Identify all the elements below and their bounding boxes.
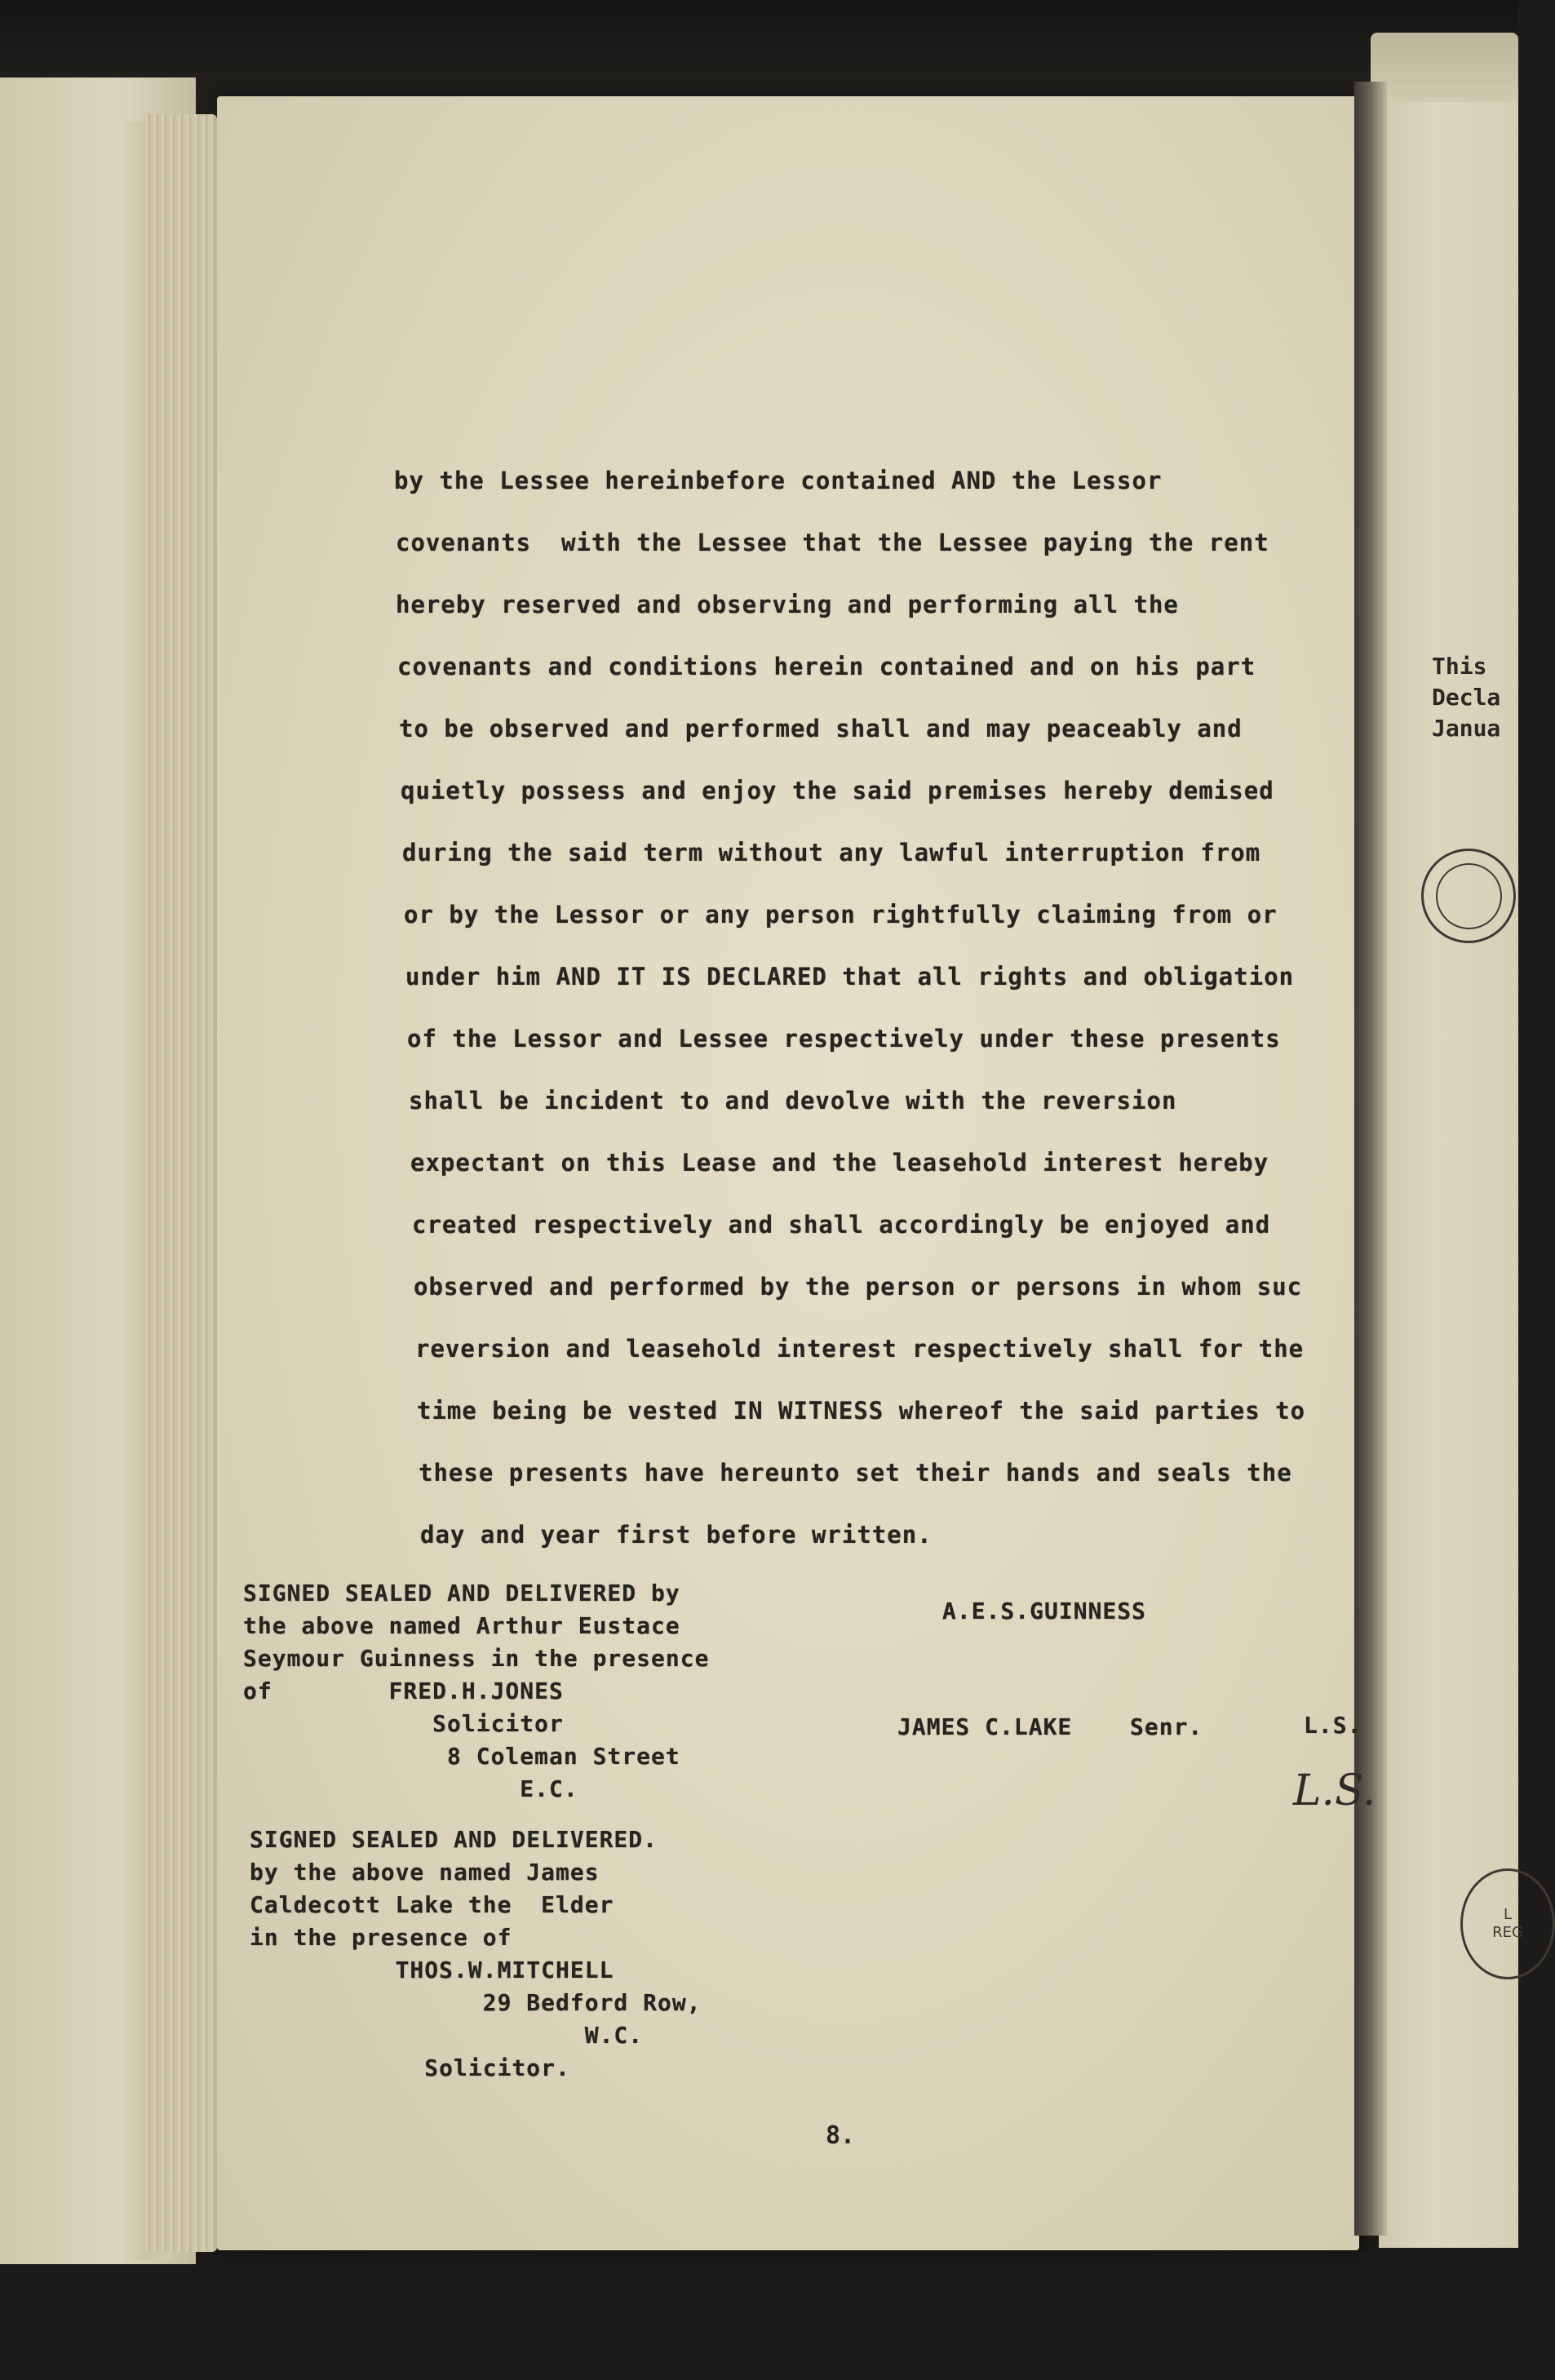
body-line-5: to be observed and performed shall and may peaceably and xyxy=(399,715,1243,742)
registry-stamp-text-bottom: REG xyxy=(1492,1924,1523,1941)
body-line-4: covenants and conditions herein contained and on his part xyxy=(397,653,1256,680)
sig-block-2-line-6: 29 Bedford Row, xyxy=(250,1989,702,2016)
right-page-top xyxy=(1371,33,1518,106)
page-stack-edge xyxy=(144,114,217,2252)
sig-block-2-line-5: THOS.W.MITCHELL xyxy=(250,1957,614,1983)
body-line-12: expectant on this Lease and the leasehold interest hereby xyxy=(410,1149,1269,1177)
signature-lake: JAMES C.LAKE xyxy=(897,1713,1073,1740)
sig-block-1-line-6: 8 Coleman Street xyxy=(243,1743,680,1770)
body-line-9: under him AND IT IS DECLARED that all rights and obligation xyxy=(405,963,1295,991)
sig-block-2-line-7: W.C. xyxy=(250,2022,644,2049)
registry-stamp-text-top: L xyxy=(1503,1906,1512,1924)
sig-block-1-line-3: Seymour Guinness in the presence xyxy=(243,1645,710,1672)
body-line-11: shall be incident to and devolve with the reversion xyxy=(409,1087,1177,1115)
body-line-16: time being be vested IN WITNESS whereof the said parties to xyxy=(417,1397,1306,1425)
body-line-3: hereby reserved and observing and performing all the xyxy=(396,591,1179,618)
page-number: 8. xyxy=(826,2121,856,2150)
body-line-13: created respectively and shall accordingly be enjoyed and xyxy=(412,1211,1271,1239)
sig-block-2-line-4: in the presence of xyxy=(250,1924,512,1951)
embossed-stamp-icon xyxy=(1421,849,1516,943)
body-line-10: of the Lessor and Lessee respectively under these presents xyxy=(407,1025,1281,1053)
sig-block-1-line-1: SIGNED SEALED AND DELIVERED by xyxy=(243,1580,680,1607)
sig-block-2-line-2: by the above named James xyxy=(250,1859,600,1886)
sig-block-1-line-7: E.C. xyxy=(243,1775,578,1802)
sig-block-1-line-4: of FRED.H.JONES xyxy=(243,1678,564,1704)
body-line-1: by the Lessee hereinbefore contained AND the Lessor xyxy=(394,467,1163,494)
signature-guinness: A.E.S.GUINNESS xyxy=(942,1598,1147,1624)
right-margin-line-3: Janua xyxy=(1432,715,1501,742)
sig-block-2-line-8: Solicitor. xyxy=(250,2054,570,2081)
seal-mark: L.S. xyxy=(1304,1712,1362,1739)
body-line-6: quietly possess and enjoy the said premises hereby demised xyxy=(401,777,1274,804)
right-margin-line-1: This xyxy=(1432,653,1487,680)
body-line-14: observed and performed by the person or persons in whom suc xyxy=(414,1273,1303,1301)
sig-block-2-line-1: SIGNED SEALED AND DELIVERED. xyxy=(250,1826,658,1853)
handwritten-seal-mark: L.S. xyxy=(1293,1766,1376,1815)
sig-block-1-line-5: Solicitor xyxy=(243,1710,564,1737)
body-line-8: or by the Lessor or any person rightfully claiming from or xyxy=(404,901,1278,929)
body-line-17: these presents have hereunto set their hands and seals the xyxy=(419,1459,1292,1487)
body-line-15: reversion and leasehold interest respectively shall for the xyxy=(415,1335,1305,1363)
body-line-2: covenants with the Lessee that the Lessee paying the rent xyxy=(396,529,1269,556)
registry-stamp-icon xyxy=(1460,1868,1555,1979)
body-line-18: day and year first before written. xyxy=(420,1521,933,1549)
sig-block-1-line-2: the above named Arthur Eustace xyxy=(243,1612,680,1639)
body-line-7: during the said term without any lawful interruption from xyxy=(402,839,1261,866)
signature-lake-suffix: Senr. xyxy=(1130,1713,1203,1740)
sig-block-2-line-3: Caldecott Lake the Elder xyxy=(250,1891,614,1918)
right-margin-line-2: Decla xyxy=(1432,684,1501,711)
binding-gutter xyxy=(1354,82,1387,2236)
